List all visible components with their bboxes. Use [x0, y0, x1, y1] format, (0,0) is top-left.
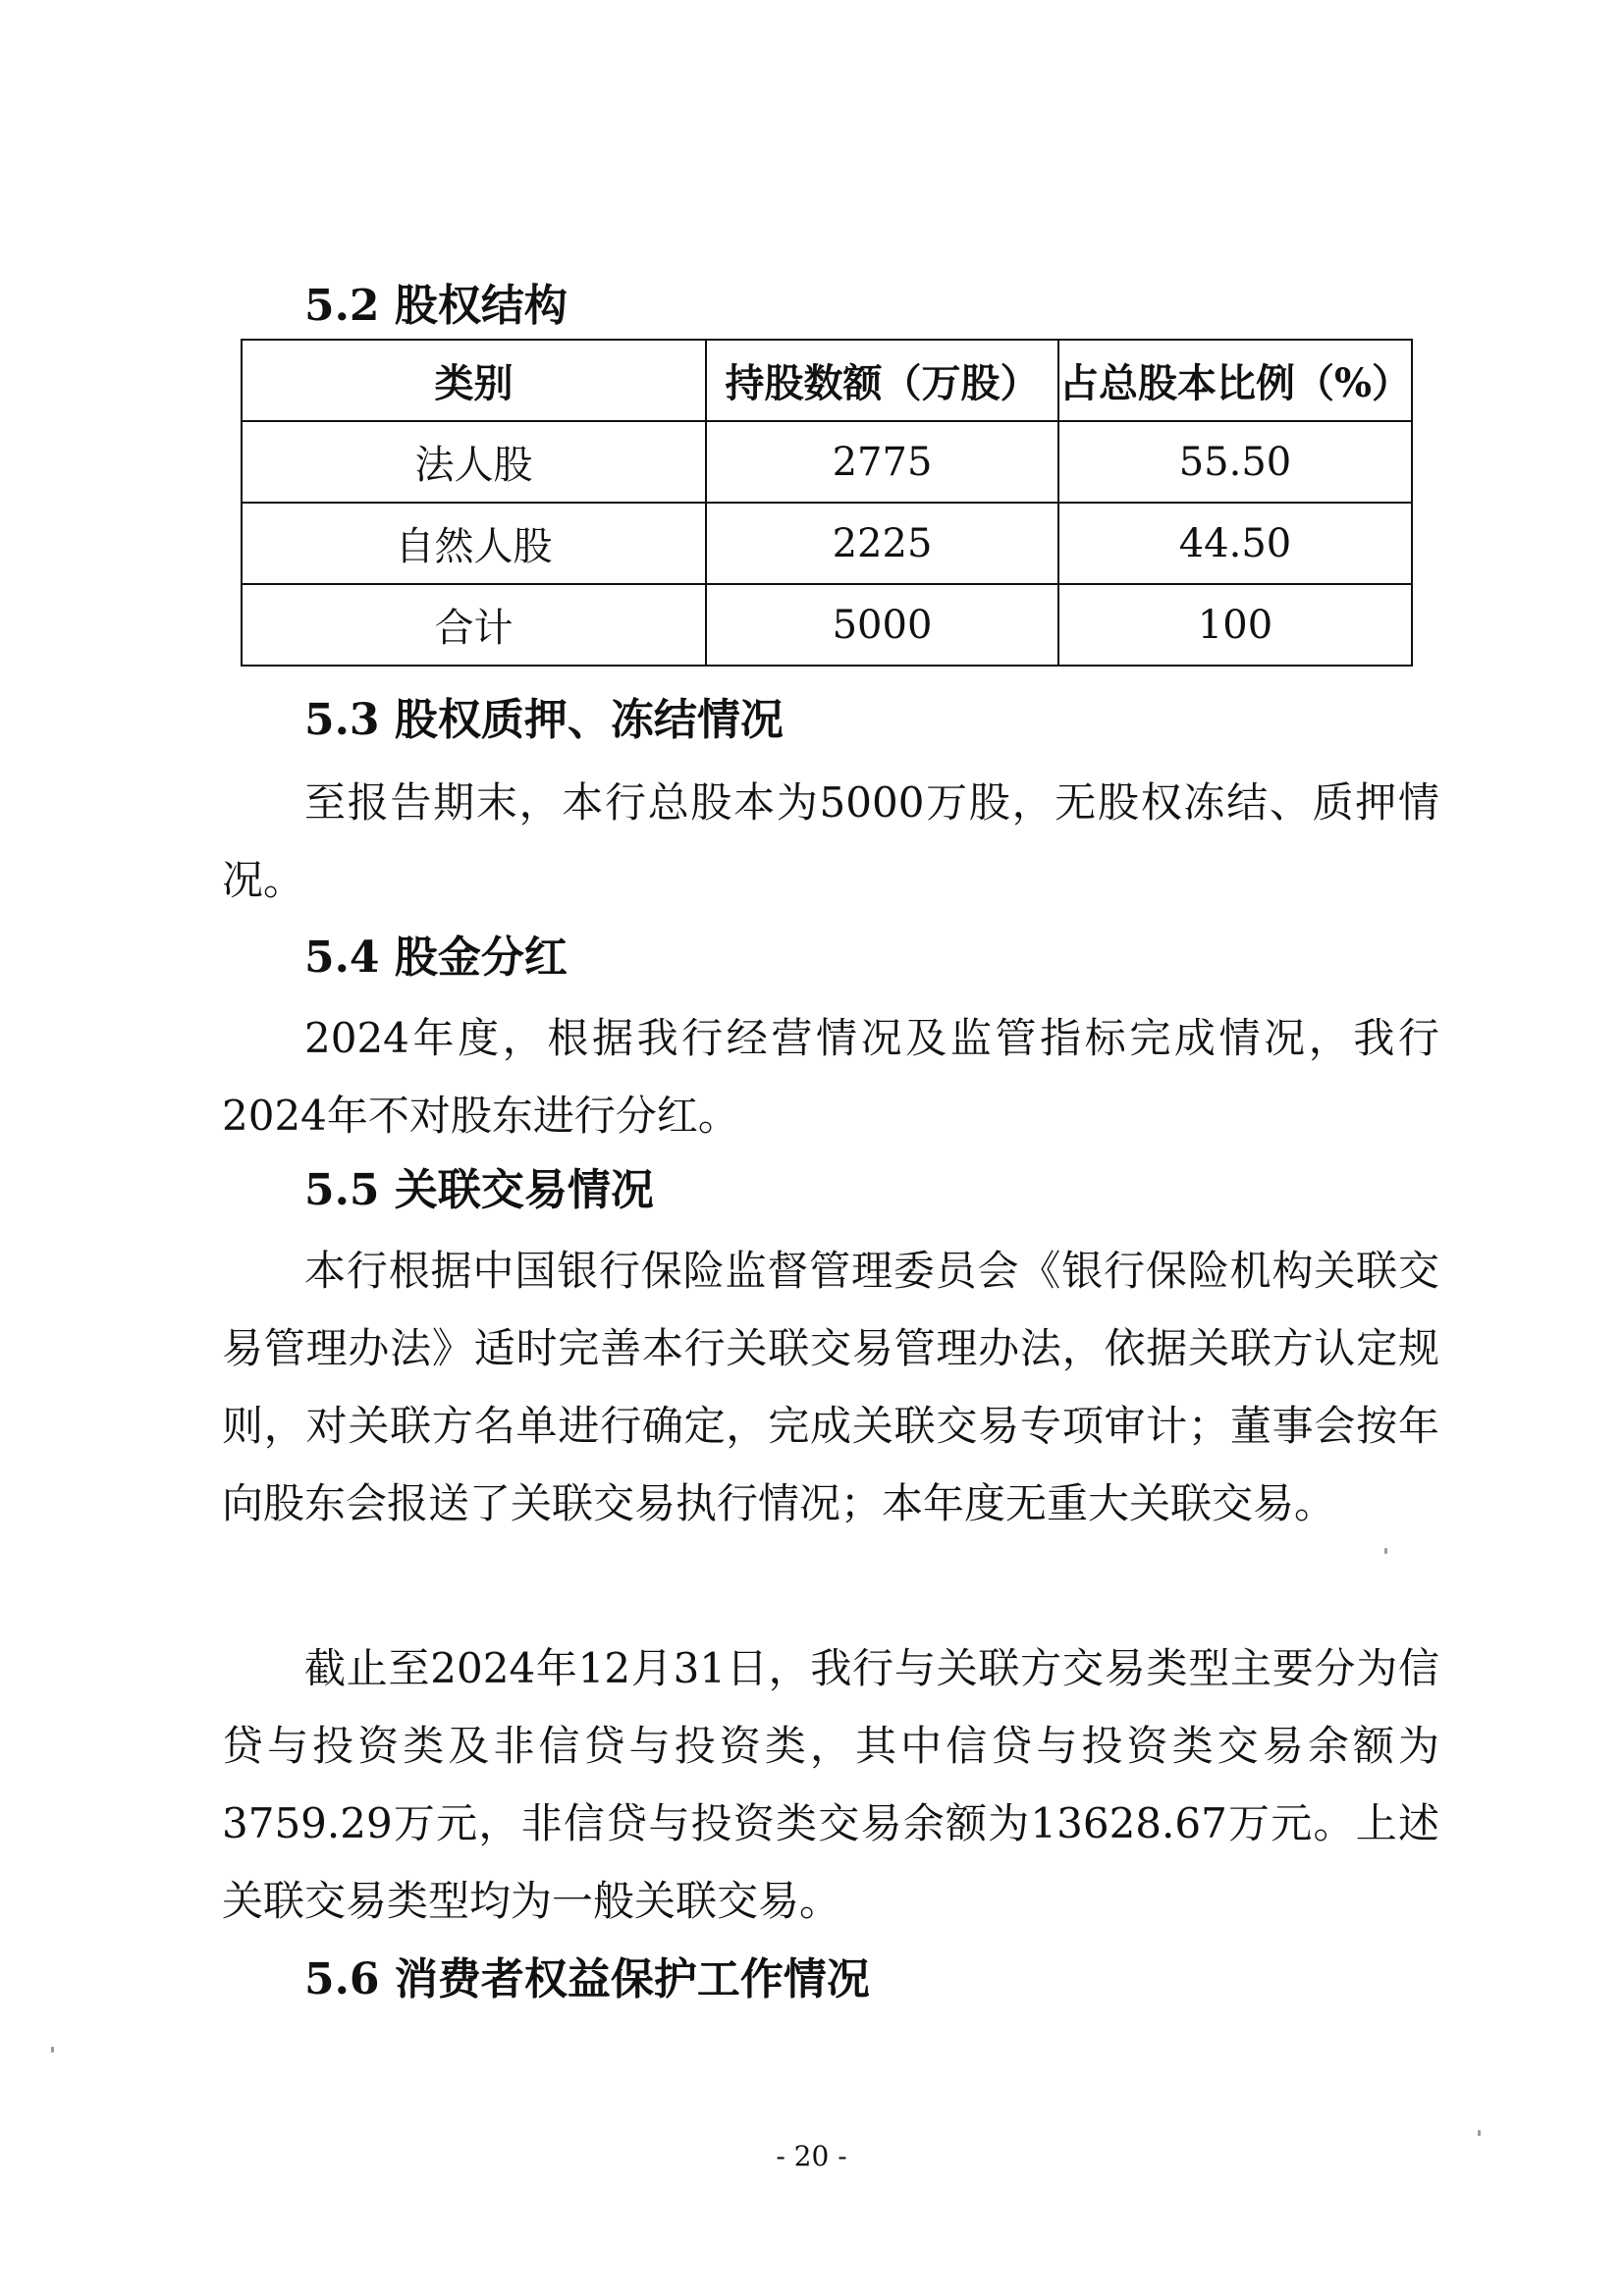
header-shares: 持股数额（万股）: [706, 340, 1058, 421]
cell-ratio: 100: [1058, 584, 1412, 666]
scan-speck: [1384, 1548, 1387, 1554]
paragraph-related-transactions-policy: 本行根据中国银行保险监督管理委员会《银行保险机构关联交易管理办法》适时完善本行关联交易管理办法，依据关联方认定规则，对关联方名单进行确定，完成关联交易专项审计；董事会按年向股东会报送了关联交易执行情况；本年度无重大关联交易。: [222, 1247, 1439, 1527]
cell-category: 合计: [242, 584, 706, 666]
page-number: - 20 -: [776, 2140, 847, 2172]
section-heading-5-4: 5.4 股金分红: [304, 933, 568, 983]
table-row: [242, 421, 1412, 503]
cell-category: 自然人股: [242, 503, 706, 584]
paragraph-dividend: 2024年度，根据我行经营情况及监管指标完成情况，我行2024年不对股东进行分红。: [222, 1014, 1439, 1140]
table-row: [242, 503, 1412, 584]
paragraph-related-transactions-balance: 截止至2024年12月31日，我行与关联方交易类型主要分为信贷与投资类及非信贷与投资类，其中信贷与投资类交易余额为3759.29万元，非信贷与投资类交易余额为13628.67万元。上述关联交易类型均为一般关联交易。: [222, 1644, 1439, 1925]
paragraph-equity-pledge: 至报告期末，本行总股本为5000万股，无股权冻结、质押情况。: [222, 778, 1439, 904]
section-heading-5-5: 5.5 关联交易情况: [304, 1165, 654, 1215]
section-heading-5-3: 5.3 股权质押、冻结情况: [304, 695, 784, 745]
section-heading-5-2: 5.2 股权结构: [304, 281, 568, 331]
equity-structure-table: [241, 339, 1413, 667]
cell-shares: 2775: [706, 421, 1058, 503]
table-row-total: [242, 584, 1412, 666]
cell-category: 法人股: [242, 421, 706, 503]
cell-shares: 5000: [706, 584, 1058, 666]
scan-speck: [51, 2047, 54, 2053]
cell-ratio: 55.50: [1058, 421, 1412, 503]
header-ratio: 占总股本比例（%）: [1058, 340, 1412, 421]
table-header-row: [242, 340, 1412, 421]
section-heading-5-6: 5.6 消费者权益保护工作情况: [304, 1954, 870, 2004]
cell-ratio: 44.50: [1058, 503, 1412, 584]
header-category: 类别: [242, 340, 706, 421]
scan-speck: [1478, 2130, 1481, 2136]
cell-shares: 2225: [706, 503, 1058, 584]
